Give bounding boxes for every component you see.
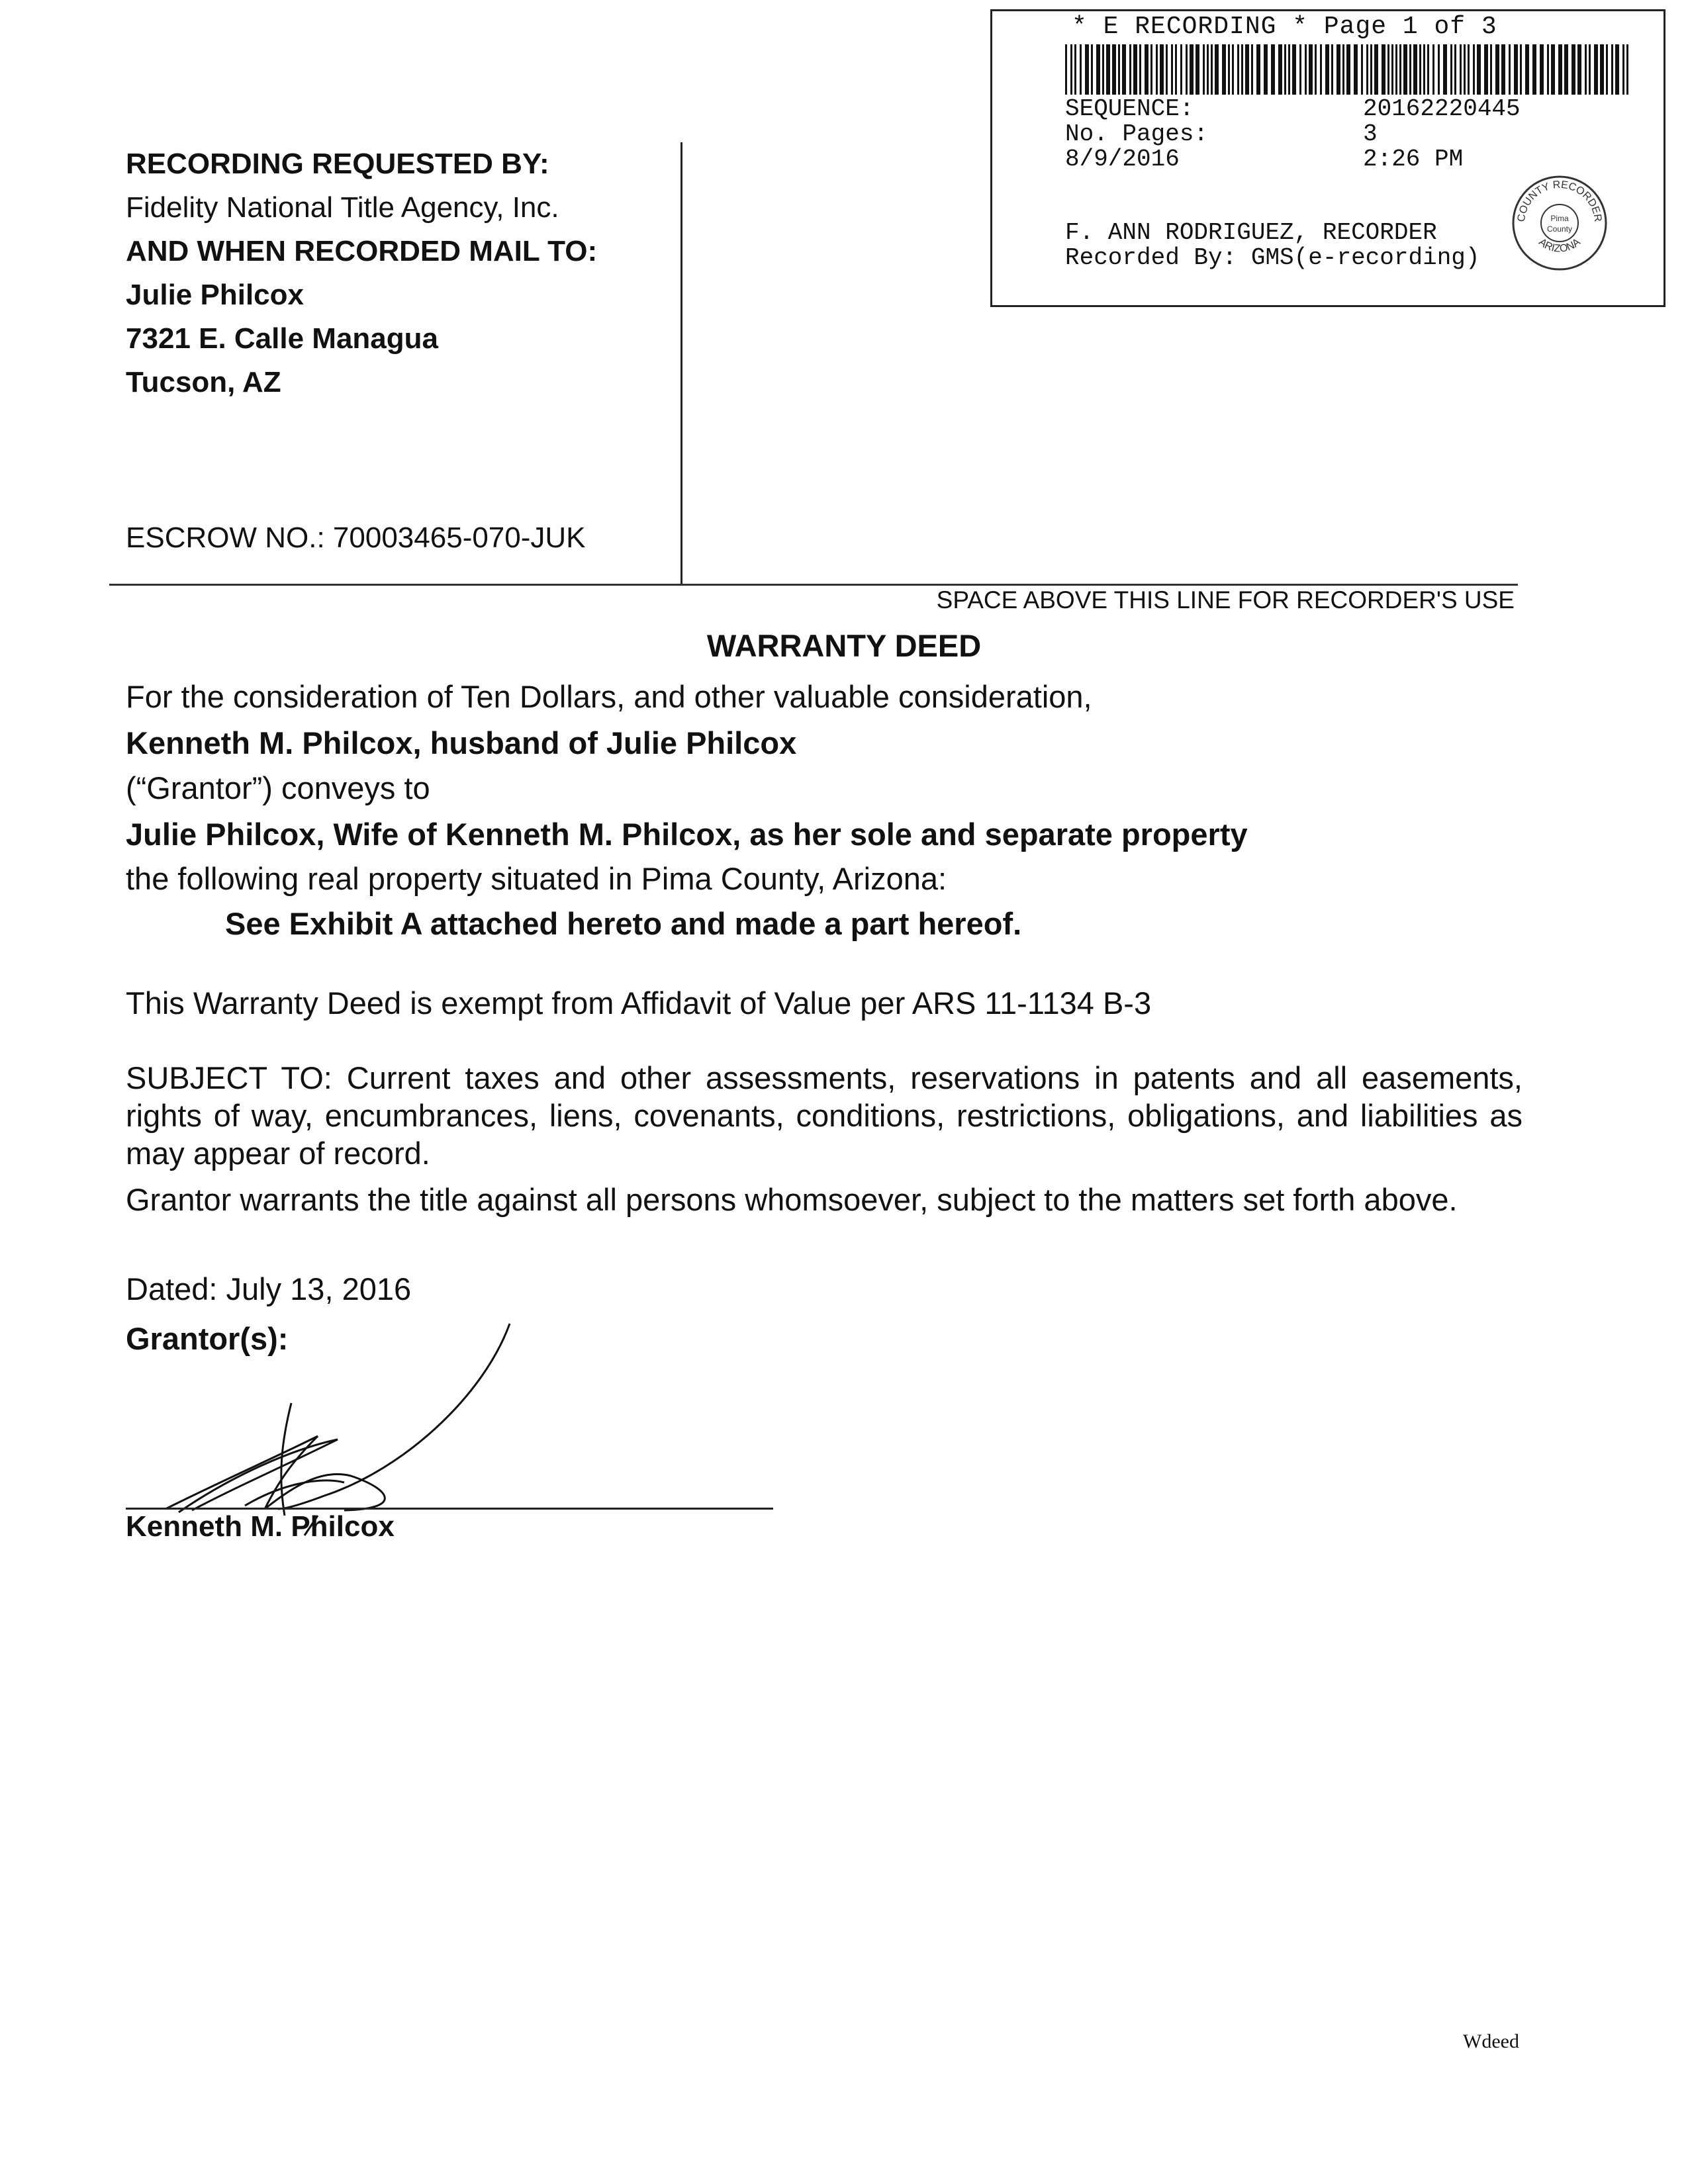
seal-top-text: COUNTY RECORDER (1515, 179, 1604, 223)
barcode-bar (1585, 44, 1587, 95)
barcode-bar (1156, 44, 1158, 95)
dated-text: Dated: July 13, 2016 (126, 1271, 412, 1306)
barcode-bar (1477, 44, 1481, 95)
barcode-bar (1484, 44, 1488, 95)
barcode-bar (1432, 44, 1434, 95)
barcode-bar (1540, 44, 1544, 95)
barcode-bar (1577, 44, 1581, 95)
barcode-bar (1245, 44, 1249, 95)
header-divider-vertical (680, 142, 682, 586)
barcode-bar (1160, 44, 1164, 95)
barcode-bar (1501, 44, 1505, 95)
barcode-bar (1118, 44, 1120, 95)
barcode-bar (1166, 44, 1168, 95)
barcode-bar (1070, 44, 1072, 95)
exhibit-reference: See Exhibit A attached hereto and made a part hereof. (225, 906, 1022, 941)
barcode-bar (1196, 44, 1199, 95)
signature-line (126, 1508, 773, 1510)
barcode-bar (1423, 44, 1425, 95)
barcode-bar (1382, 44, 1385, 95)
recording-requested-by-label: RECORDING REQUESTED BY: (126, 148, 549, 180)
conveys-text: (“Grantor”) conveys to (126, 770, 430, 805)
barcode-bar (1454, 44, 1456, 95)
subject-to-paragraph: SUBJECT TO: Current taxes and other assessments, reservations in patents and all easements, rights of way, encumbrances, liens, covenants, conditions, restrictions, obligations, and liabilities as may appear of record. (126, 1060, 1523, 1171)
barcode-bar (1626, 44, 1628, 95)
barcode-bar (1571, 44, 1575, 95)
barcode-bar (1102, 44, 1104, 95)
recorded-by: Recorded By: GMS(e-recording) (1065, 244, 1480, 271)
barcode-bar (1122, 44, 1126, 95)
seal-center-line2: County (1546, 224, 1573, 234)
barcode-bar (1594, 44, 1598, 95)
mail-to-city: Tucson, AZ (126, 366, 281, 398)
barcode-bar (1278, 44, 1282, 95)
barcode-bar (1520, 44, 1522, 95)
barcode-bar (1096, 44, 1100, 95)
sequence-value: 20162220445 (1363, 95, 1521, 122)
county-seal-icon (1510, 173, 1609, 273)
recording-stamp (990, 9, 1665, 307)
escrow-value: 70003465-070-JUK (332, 522, 586, 554)
recorder-space-line (109, 584, 1518, 586)
barcode-bar (1361, 44, 1363, 95)
barcode-bar (1215, 44, 1219, 95)
deed-title: WARRANTY DEED (706, 628, 982, 663)
mail-to-label: AND WHEN RECORDED MAIL TO: (126, 235, 598, 267)
barcode-bar (1232, 44, 1234, 95)
form-code: Wdeed (1463, 2030, 1519, 2052)
barcode-bar (1438, 44, 1440, 95)
escrow-number (126, 522, 586, 555)
barcode-bar (1450, 44, 1452, 95)
barcode-bar (1207, 44, 1209, 95)
grantor-name: Kenneth M. Philcox, husband of Julie Philcox (126, 725, 797, 760)
barcode-bar (1106, 44, 1110, 95)
pages-value: 3 (1363, 120, 1378, 148)
barcode-bar (1186, 44, 1188, 95)
barcode-bar (1112, 44, 1116, 95)
barcode-bar (1615, 44, 1619, 95)
barcode-bar (1354, 44, 1358, 95)
barcode-bar (1222, 44, 1226, 95)
barcode-bar (1256, 44, 1260, 95)
barcode-bar (1366, 44, 1368, 95)
barcode-bar (1325, 44, 1329, 95)
barcode-bar (1600, 44, 1604, 95)
barcode-bar (1547, 44, 1549, 95)
barcode-bar (1387, 44, 1389, 95)
barcode-bar (1346, 44, 1350, 95)
barcode-bar (1464, 44, 1466, 95)
barcode-bar (1139, 44, 1141, 95)
barcode-bar (1419, 44, 1421, 95)
barcode-bar (1237, 44, 1239, 95)
barcode-bar (1085, 44, 1089, 95)
barcode-bar (1284, 44, 1286, 95)
barcode-bar (1315, 44, 1317, 95)
barcode-bar (1509, 44, 1511, 95)
barcode-bar (1133, 44, 1137, 95)
barcode-bar (1473, 44, 1475, 95)
grantors-label: Grantor(s): (126, 1321, 289, 1356)
seal-bottom-text: ARIZONA (1536, 236, 1583, 255)
barcode-bar (1129, 44, 1131, 95)
barcode-bar (1532, 44, 1536, 95)
barcode-bar (1427, 44, 1429, 95)
grantee-text: Julie Philcox, Wife of Kenneth M. Philcox, as her sole and separate property (126, 817, 1248, 852)
barcode-bar (1460, 44, 1462, 95)
barcode-bar (1443, 44, 1447, 95)
recording-time: 2:26 PM (1363, 146, 1464, 173)
escrow-label: ESCROW NO.: (126, 522, 325, 554)
barcode-bar (1589, 44, 1591, 95)
barcode-bar (1292, 44, 1296, 95)
barcode-bar (1395, 44, 1397, 95)
barcode-bar (1309, 44, 1313, 95)
mail-to-street: 7321 E. Calle Managua (126, 322, 438, 355)
barcode-bar (1342, 44, 1344, 95)
barcode-bar (1622, 44, 1624, 95)
barcode-bar (1495, 44, 1499, 95)
consideration-text: For the consideration of Ten Dollars, and other valuable consideration, (126, 679, 1092, 714)
sequence-label: SEQUENCE: (1065, 95, 1194, 122)
barcode-bar (1525, 44, 1529, 95)
barcode-bar (1403, 44, 1407, 95)
barcode-bar (1305, 44, 1307, 95)
barcode-bar (1264, 44, 1268, 95)
recording-request-block (126, 142, 675, 404)
barcode-bar (1228, 44, 1230, 95)
barcode-bar (1611, 44, 1613, 95)
barcode-bar (1413, 44, 1417, 95)
barcode-bar (1391, 44, 1393, 95)
exemption-text: This Warranty Deed is exempt from Affidavit of Value per ARS 11-1134 B-3 (126, 985, 1152, 1021)
barcode-bar (1175, 44, 1177, 95)
signer-name: Kenneth M. Philcox (126, 1510, 395, 1543)
barcode-bar (1074, 44, 1076, 95)
barcode-bar (1150, 44, 1152, 95)
recorder-use-note: SPACE ABOVE THIS LINE FOR RECORDER'S USE (936, 586, 1515, 614)
barcode-bar (1551, 44, 1555, 95)
barcode-bar (1065, 44, 1067, 95)
recorder-name: F. ANN RODRIGUEZ, RECORDER (1065, 219, 1437, 246)
seal-center-line1: Pima (1550, 214, 1569, 223)
mail-to-name: Julie Philcox (126, 279, 304, 311)
barcode-bar (1203, 44, 1205, 95)
stamp-heading: * E RECORDING * Page 1 of 3 (1072, 13, 1497, 41)
barcode-bar (1514, 44, 1518, 95)
barcode-bar (1564, 44, 1568, 95)
barcode-bar (1490, 44, 1492, 95)
barcode-bar (1331, 44, 1333, 95)
barcode-bar (1299, 44, 1301, 95)
barcode-bar (1370, 44, 1372, 95)
recording-date: 8/9/2016 (1065, 146, 1180, 173)
pages-label: No. Pages: (1065, 120, 1209, 148)
barcode-bar (1336, 44, 1340, 95)
barcode-bar (1606, 44, 1608, 95)
barcode-bar (1080, 44, 1082, 95)
barcode-icon (1065, 44, 1634, 95)
barcode-bar (1468, 44, 1470, 95)
barcode-bar (1374, 44, 1378, 95)
requested-by-name: Fidelity National Title Agency, Inc. (126, 191, 559, 224)
barcode-bar (1271, 44, 1275, 95)
barcode-bar (1251, 44, 1253, 95)
barcode-bar (1211, 44, 1213, 95)
barcode-bar (1409, 44, 1411, 95)
barcode-bar (1180, 44, 1182, 95)
barcode-bar (1171, 44, 1173, 95)
barcode-bar (1320, 44, 1322, 95)
barcode-bar (1241, 44, 1243, 95)
barcode-bar (1399, 44, 1401, 95)
barcode-bar (1145, 44, 1149, 95)
barcode-bar (1190, 44, 1194, 95)
warranty-paragraph: Grantor warrants the title against all persons whomsoever, subject to the matters set forth above. (126, 1182, 1458, 1217)
barcode-bar (1558, 44, 1562, 95)
barcode-bar (1091, 44, 1093, 95)
property-location-text: the following real property situated in Pima County, Arizona: (126, 861, 947, 896)
barcode-bar (1288, 44, 1290, 95)
